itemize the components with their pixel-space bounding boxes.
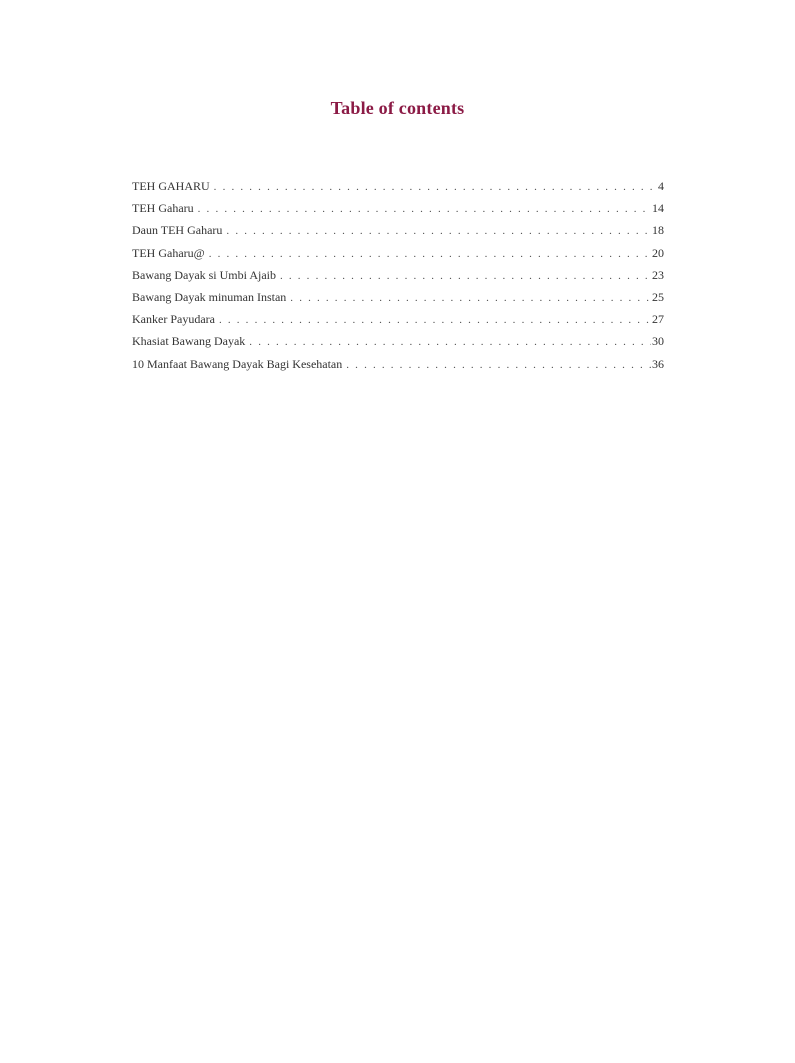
toc-entry-title: TEH Gaharu xyxy=(132,201,194,216)
toc-entry-title: TEH Gaharu@ xyxy=(132,245,205,260)
dot-leader xyxy=(198,201,651,217)
dot-leader xyxy=(209,246,651,262)
toc-entry-title: Khasiat Bawang Dayak xyxy=(132,334,246,349)
toc-entry[interactable] xyxy=(132,267,664,289)
page-title: Table of contents xyxy=(330,98,465,118)
toc-entry[interactable] xyxy=(132,222,664,244)
toc-page-number: 30 xyxy=(652,334,664,349)
dot-leader xyxy=(214,179,657,195)
dot-leader xyxy=(290,290,651,306)
dot-leader xyxy=(226,223,651,239)
dot-leader xyxy=(219,312,651,328)
toc-entry-title: Kanker Payudara xyxy=(132,312,215,327)
toc-entry-title: Bawang Dayak minuman Instan xyxy=(132,289,287,304)
dot-leader xyxy=(280,268,651,284)
toc-entry[interactable] xyxy=(132,356,664,378)
toc-entry[interactable] xyxy=(132,245,664,267)
toc-entry[interactable] xyxy=(132,200,664,222)
toc-entry[interactable] xyxy=(132,178,664,200)
toc-entry-title: TEH GAHARU xyxy=(132,179,210,193)
toc-entry-title: 10 Manfaat Bawang Dayak Bagi Kesehatan xyxy=(132,356,343,371)
toc-page-number: 36 xyxy=(652,356,664,371)
toc-entry-title: Daun TEH Gaharu xyxy=(132,223,223,238)
dot-leader xyxy=(346,357,651,373)
toc-page-number: 4 xyxy=(658,179,664,193)
toc-page-number: 23 xyxy=(652,267,664,282)
toc-page-number: 14 xyxy=(652,201,664,216)
toc-page-number: 20 xyxy=(652,245,664,260)
toc-entry-title: Bawang Dayak si Umbi Ajaib xyxy=(132,267,276,282)
toc-entry[interactable] xyxy=(132,311,664,333)
table-of-contents xyxy=(132,178,664,378)
toc-entry[interactable] xyxy=(132,333,664,355)
toc-page-number: 25 xyxy=(652,289,664,304)
toc-page-number: 18 xyxy=(652,223,664,238)
dot-leader xyxy=(249,334,651,350)
toc-entry[interactable] xyxy=(132,289,664,311)
toc-page-number: 27 xyxy=(652,312,664,327)
